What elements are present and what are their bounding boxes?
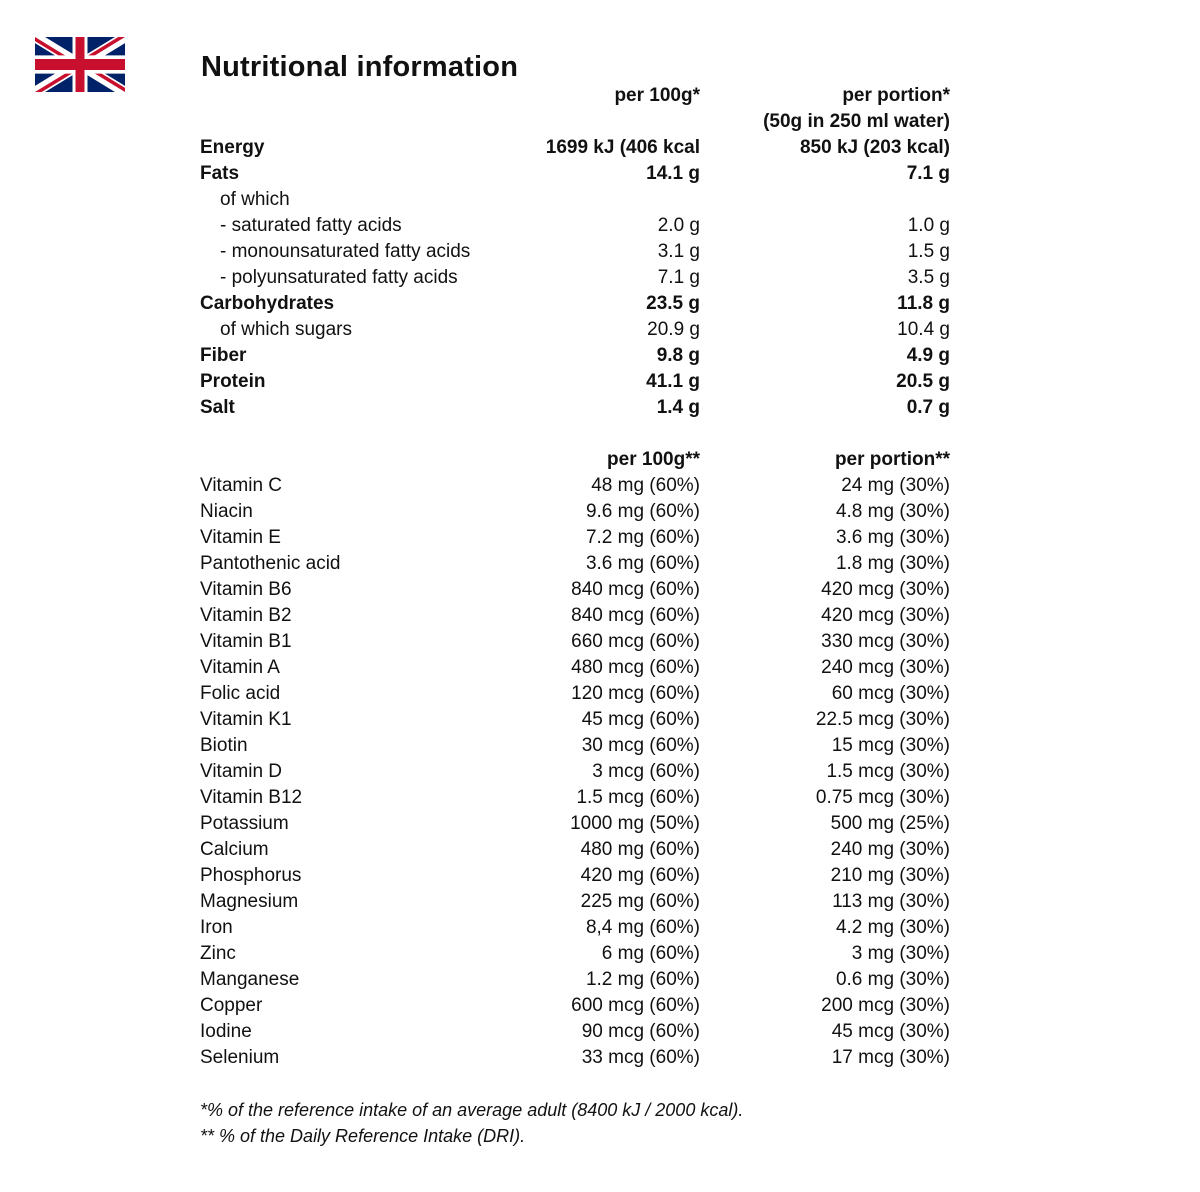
value-per-portion: 3 mg (30%) (851, 943, 950, 964)
micro-nutrient-row (200, 499, 960, 525)
nutrient-name: of which (220, 189, 290, 210)
macros-section (200, 135, 960, 421)
value-per-100g: 840 mcg (60%) (571, 605, 700, 626)
value-per-portion: 240 mg (30%) (830, 839, 950, 860)
micro-nutrient-row (200, 603, 960, 629)
value-per-portion: 0.75 mcg (30%) (815, 787, 950, 808)
nutrient-name: Folic acid (200, 683, 281, 704)
macro-nutrient-row (200, 395, 960, 421)
nutrient-name: - monounsaturated fatty acids (220, 241, 471, 262)
value-per-portion: 17 mcg (30%) (831, 1047, 950, 1068)
value-per-portion: 4.8 mg (30%) (835, 501, 950, 522)
nutrient-name: Manganese (200, 969, 300, 990)
nutrient-name: Protein (200, 371, 266, 392)
value-per-portion: 24 mg (30%) (841, 475, 950, 496)
macro-nutrient-row (200, 343, 960, 369)
nutrient-name: Salt (200, 397, 235, 418)
value-per-portion: 240 mcg (30%) (821, 657, 950, 678)
value-per-portion: 22.5 mcg (30%) (815, 709, 950, 730)
page-title: Nutritional information (201, 51, 519, 83)
macros-header-portion-note: (50g in 250 ml water) (763, 111, 950, 132)
value-per-portion: 20.5 g (896, 371, 950, 392)
value-per-portion: 4.9 g (906, 345, 950, 366)
nutrient-name: Vitamin K1 (200, 709, 292, 730)
value-per-100g: 48 mg (60%) (591, 475, 700, 496)
micro-nutrient-row (200, 889, 960, 915)
value-per-100g: 2.0 g (657, 215, 700, 236)
value-per-100g: 1000 mg (50%) (570, 813, 700, 834)
value-per-100g: 14.1 g (646, 163, 700, 184)
footnote-1: *% of the reference intake of an average adult (8400 kJ / 2000 kcal). (200, 1100, 744, 1120)
value-per-portion: 1.5 mcg (30%) (826, 761, 950, 782)
macro-nutrient-row (200, 369, 960, 395)
nutrient-name: Pantothenic acid (200, 553, 341, 574)
nutrient-name: Potassium (200, 813, 289, 834)
nutrient-name: Vitamin C (200, 475, 283, 496)
micro-nutrient-row (200, 525, 960, 551)
micro-nutrient-row (200, 863, 960, 889)
value-per-portion: 10.4 g (897, 319, 950, 340)
value-per-portion: 210 mg (30%) (830, 865, 950, 886)
macro-nutrient-row (200, 187, 960, 213)
macro-nutrient-row (200, 265, 960, 291)
value-per-100g: 7.1 g (657, 267, 700, 288)
footnotes (200, 1097, 743, 1149)
value-per-100g: 90 mcg (60%) (581, 1021, 700, 1042)
nutrient-name: Copper (200, 995, 263, 1016)
value-per-100g: 420 mg (60%) (580, 865, 700, 886)
micro-nutrient-row (200, 681, 960, 707)
nutrient-name: Zinc (200, 943, 236, 964)
value-per-portion: 11.8 g (897, 293, 950, 314)
value-per-portion: 1.5 g (907, 241, 950, 262)
value-per-100g: 6 mg (60%) (601, 943, 700, 964)
value-per-100g: 23.5 g (646, 293, 700, 314)
value-per-portion: 420 mcg (30%) (821, 605, 950, 626)
micro-nutrient-row (200, 837, 960, 863)
micro-nutrient-row (200, 733, 960, 759)
nutrient-name: Carbohydrates (200, 293, 335, 314)
nutrient-name: Vitamin B12 (200, 787, 303, 808)
value-per-portion: 850 kJ (203 kcal) (799, 137, 950, 158)
macro-nutrient-row (200, 317, 960, 343)
nutrient-name: Vitamin B1 (200, 631, 292, 652)
value-per-100g: 33 mcg (60%) (581, 1047, 700, 1068)
value-per-100g: 660 mcg (60%) (571, 631, 700, 652)
nutrient-name: Niacin (200, 501, 253, 522)
value-per-100g: 41.1 g (646, 371, 700, 392)
value-per-100g: 8,4 mg (60%) (585, 917, 700, 938)
nutrient-name: Phosphorus (200, 865, 302, 886)
micros-header-row (200, 447, 960, 473)
nutrient-name: Calcium (200, 839, 269, 860)
macros-header-row-2 (200, 109, 960, 135)
value-per-100g: 45 mcg (60%) (581, 709, 700, 730)
value-per-portion: 200 mcg (30%) (821, 995, 950, 1016)
value-per-100g: 30 mcg (60%) (581, 735, 700, 756)
micro-nutrient-row (200, 967, 960, 993)
value-per-portion: 0.6 mg (30%) (835, 969, 950, 990)
section-spacer (200, 421, 960, 447)
macros-header-row (200, 83, 960, 109)
nutrient-name: Fiber (200, 345, 247, 366)
micro-nutrient-row (200, 993, 960, 1019)
macro-nutrient-row (200, 213, 960, 239)
nutrient-name: - saturated fatty acids (220, 215, 402, 236)
nutrient-name: Energy (200, 137, 265, 158)
macro-nutrient-row (200, 135, 960, 161)
micro-nutrient-row (200, 941, 960, 967)
value-per-100g: 3 mcg (60%) (592, 761, 700, 782)
value-per-100g: 480 mcg (60%) (571, 657, 700, 678)
value-per-portion: 500 mg (25%) (830, 813, 950, 834)
micro-nutrient-row (200, 629, 960, 655)
micro-nutrient-row (200, 811, 960, 837)
value-per-portion: 15 mcg (30%) (831, 735, 950, 756)
value-per-portion: 1.0 g (907, 215, 950, 236)
macro-nutrient-row (200, 161, 960, 187)
value-per-100g: 1699 kJ (406 kcal (545, 137, 700, 158)
nutrient-name: - polyunsaturated fatty acids (220, 267, 458, 288)
micro-nutrient-row (200, 915, 960, 941)
value-per-portion: 1.8 mg (30%) (835, 553, 950, 574)
value-per-100g: 20.9 g (647, 319, 700, 340)
union-jack-flag-icon (35, 37, 125, 92)
value-per-portion: 420 mcg (30%) (821, 579, 950, 600)
value-per-100g: 9.6 mg (60%) (585, 501, 700, 522)
value-per-portion: 330 mcg (30%) (821, 631, 950, 652)
micro-nutrient-row (200, 1019, 960, 1045)
macro-nutrient-row (200, 239, 960, 265)
value-per-100g: 225 mg (60%) (580, 891, 700, 912)
micro-nutrient-row (200, 707, 960, 733)
value-per-portion: 113 mg (30%) (832, 891, 950, 912)
micro-nutrient-row (200, 1045, 960, 1071)
micros-header-portion: per portion** (834, 449, 950, 470)
value-per-100g: 1.2 mg (60%) (585, 969, 700, 990)
nutrient-name: Vitamin B6 (200, 579, 292, 600)
micro-nutrient-row (200, 785, 960, 811)
micro-nutrient-row (200, 551, 960, 577)
footnote-2: ** % of the Daily Reference Intake (DRI). (200, 1126, 526, 1146)
value-per-portion: 3.6 mg (30%) (835, 527, 950, 548)
value-per-portion: 4.2 mg (30%) (835, 917, 950, 938)
nutrient-name: Vitamin D (200, 761, 283, 782)
value-per-100g: 1.5 mcg (60%) (576, 787, 700, 808)
micros-header-per100: per 100g** (607, 449, 700, 470)
nutrient-name: Fats (200, 163, 240, 184)
nutrient-name: Iron (200, 917, 233, 938)
nutrient-name: Vitamin B2 (200, 605, 292, 626)
nutrition-table (200, 83, 960, 1071)
nutrient-name: Magnesium (200, 891, 299, 912)
micro-nutrient-row (200, 655, 960, 681)
value-per-100g: 7.2 mg (60%) (585, 527, 700, 548)
micro-nutrient-row (200, 759, 960, 785)
value-per-100g: 600 mcg (60%) (571, 995, 700, 1016)
value-per-portion: 0.7 g (906, 397, 950, 418)
macros-header-per100: per 100g* (614, 85, 700, 106)
value-per-portion: 45 mcg (30%) (831, 1021, 950, 1042)
value-per-100g: 1.4 g (656, 397, 700, 418)
micros-section (200, 473, 960, 1071)
nutrient-name: Vitamin E (200, 527, 281, 548)
nutrient-name: Iodine (200, 1021, 252, 1042)
nutrient-name: of which sugars (220, 319, 353, 340)
value-per-100g: 840 mcg (60%) (571, 579, 700, 600)
micro-nutrient-row (200, 577, 960, 603)
macro-nutrient-row (200, 291, 960, 317)
value-per-portion: 60 mcg (30%) (831, 683, 950, 704)
value-per-100g: 3.6 mg (60%) (585, 553, 700, 574)
macros-header-portion: per portion* (842, 85, 950, 106)
value-per-100g: 9.8 g (656, 345, 700, 366)
value-per-portion: 7.1 g (906, 163, 950, 184)
nutrient-name: Selenium (200, 1047, 280, 1068)
micro-nutrient-row (200, 473, 960, 499)
value-per-100g: 120 mcg (60%) (571, 683, 700, 704)
nutrient-name: Vitamin A (200, 657, 280, 678)
value-per-100g: 480 mg (60%) (580, 839, 700, 860)
value-per-100g: 3.1 g (657, 241, 700, 262)
nutrient-name: Biotin (200, 735, 248, 756)
value-per-portion: 3.5 g (907, 267, 950, 288)
